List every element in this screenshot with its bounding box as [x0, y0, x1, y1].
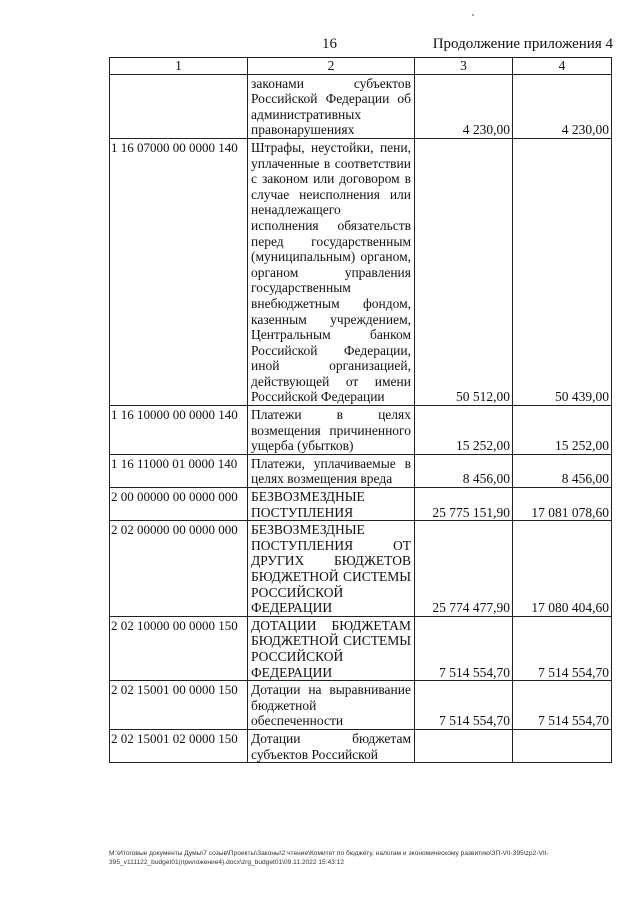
amount-col3: 15 252,00: [415, 406, 513, 455]
classification-code: 1 16 10000 00 0000 140: [110, 406, 248, 455]
classification-code: 2 02 10000 00 0000 150: [110, 616, 248, 680]
continuation-label: Продолжение приложения 4: [432, 36, 613, 52]
column-number: 1: [110, 58, 248, 75]
document-path-footer: М:\Итоговые документы Думы\7 созыв\Проекты\Законы\2 чтение\Комитет по бюджету, налогам и экономическому развитию\ЗП-VII-395\zp2-VII-395_v111122_budget01(приложение4).docx\zrg_budget01\09.11.2022 15:43:12: [109, 850, 549, 866]
classification-code: 2 02 00000 00 0000 000: [110, 521, 248, 617]
classification-code: 2 02 15001 02 0000 150: [110, 729, 248, 762]
table-row: [110, 138, 612, 405]
classification-code: 1 16 11000 01 0000 140: [110, 454, 248, 487]
table-row: [110, 74, 612, 138]
table-row: [110, 521, 612, 617]
column-number: 2: [248, 58, 415, 75]
amount-col3: 8 456,00: [415, 454, 513, 487]
scan-speck: [472, 14, 474, 16]
column-number-row: [110, 58, 612, 75]
classification-code: 2 00 00000 00 0000 000: [110, 488, 248, 521]
amount-col3: 7 514 554,70: [415, 681, 513, 730]
item-description: Дотации на выравнивание бюджетной обеспеченности: [248, 681, 415, 730]
amount-col3: [415, 729, 513, 762]
page-number: 16: [322, 36, 337, 52]
amount-col4: 7 514 554,70: [513, 616, 612, 680]
amount-col4: 4 230,00: [513, 74, 612, 138]
classification-code: 2 02 15001 00 0000 150: [110, 681, 248, 730]
table-row: [110, 488, 612, 521]
amount-col4: 17 081 078,60: [513, 488, 612, 521]
budget-table: [109, 57, 612, 763]
item-description: БЕЗВОЗМЕЗДНЫЕ ПОСТУПЛЕНИЯ: [248, 488, 415, 521]
amount-col4: 50 439,00: [513, 138, 612, 405]
column-number: 3: [415, 58, 513, 75]
table-row: [110, 616, 612, 680]
item-description: Дотации бюджетам субъектов Российской: [248, 729, 415, 762]
classification-code: [110, 74, 248, 138]
amount-col4: 17 080 404,60: [513, 521, 612, 617]
table-row: [110, 729, 612, 762]
amount-col3: 4 230,00: [415, 74, 513, 138]
item-description: ДОТАЦИИ БЮДЖЕТАМ БЮДЖЕТНОЙ СИСТЕМЫ РОССИЙСКОЙ ФЕДЕРАЦИИ: [248, 616, 415, 680]
table-row: [110, 406, 612, 455]
item-description: Платежи, уплачиваемые в целях возмещения вреда: [248, 454, 415, 487]
item-description: законами субъектов Российской Федерации об административных правонарушениях: [248, 74, 415, 138]
amount-col4: 8 456,00: [513, 454, 612, 487]
item-description: Штрафы, неустойки, пени, уплаченные в соответствии с законом или договором в случае неисполнения или ненадлежащего исполнения обязательств перед государственным (муниципальным) органом, органом управления государственным внебюджетным фондом, казенным учреждением, Центральным банком Российской Федерации, иной организацией, действующей от имени Российской Федерации: [248, 138, 415, 405]
amount-col3: 50 512,00: [415, 138, 513, 405]
table-row: [110, 454, 612, 487]
amount-col3: 25 775 151,90: [415, 488, 513, 521]
item-description: Платежи в целях возмещения причиненного ущерба (убытков): [248, 406, 415, 455]
column-number: 4: [513, 58, 612, 75]
table-row: [110, 681, 612, 730]
amount-col4: [513, 729, 612, 762]
amount-col3: 25 774 477,90: [415, 521, 513, 617]
amount-col4: 7 514 554,70: [513, 681, 612, 730]
amount-col3: 7 514 554,70: [415, 616, 513, 680]
amount-col4: 15 252,00: [513, 406, 612, 455]
item-description: БЕЗВОЗМЕЗДНЫЕ ПОСТУПЛЕНИЯ ОТ ДРУГИХ БЮДЖЕТОВ БЮДЖЕТНОЙ СИСТЕМЫ РОССИЙСКОЙ ФЕДЕРАЦИИ: [248, 521, 415, 617]
classification-code: 1 16 07000 00 0000 140: [110, 138, 248, 405]
